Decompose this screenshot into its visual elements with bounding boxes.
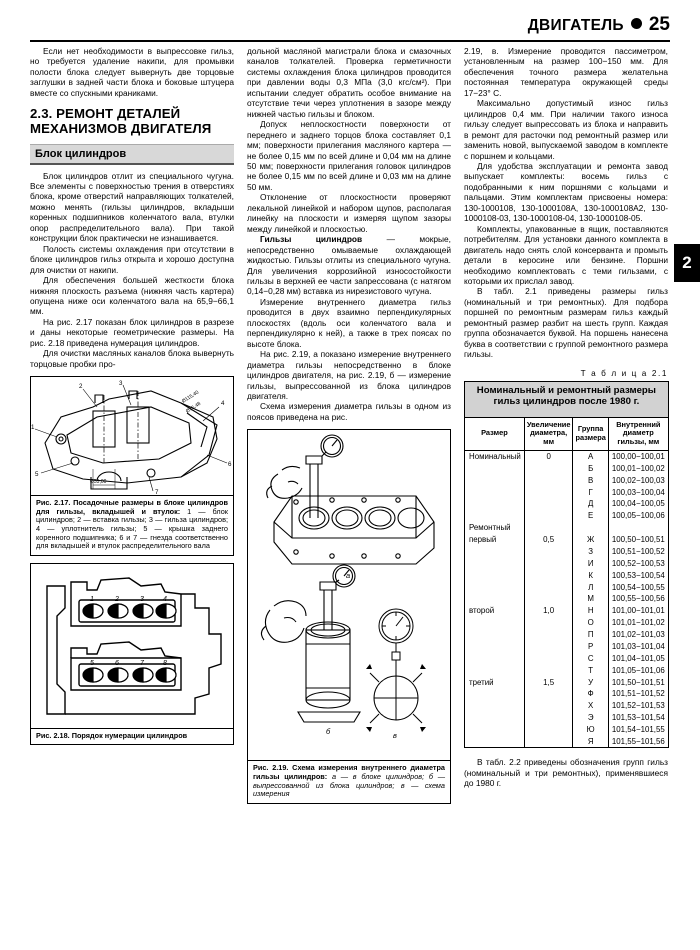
row-size-name: третий (465, 676, 525, 688)
col3-para-3: Для удобства эксплуатации и ремонта завод выпускает комплекты: восемь гильз с подобранными к ним поршнями с кольцами и пальцами. Этим комплектам присвоены номера: 130-1000108, 130-1000108А, 130-1000108А2, 130-1000108-03, 130-1000108-04, 130-1000108-05. (464, 160, 668, 224)
row-diameter-increase: 0,5 (524, 534, 573, 546)
header-inner (30, 14, 670, 39)
col3-para-5: В табл. 2.1 приведены размеры гильз (номинальный и три ремонтных). Для подбора поршней по ремонтным размерам гильз каждый ремонтный размер разбит на шесть групп. Каждая группа обозначается буквой. На поршень нанесена буква в соответствии с группой ремонтного размера гильзы. (464, 286, 668, 360)
col1-para-1: Если нет необходимости в выпрессовке гильз, но требуется удаление накипи, для промывки полости блока следует вывернуть две торцовые заглушки в задней части блока и боковые штуцера вместе со спускными краниками. (30, 46, 234, 98)
table-row (465, 498, 669, 510)
col3-para-1: 2.19, в. Измерение проводится пассиметром, установленным на размер 100−150 мм. Для обеспечения точного размера желательна постоянная температура окружающей среды 17−23° С. (464, 46, 668, 98)
col2-para-2: Допуск неплоскостности поверхности от переднего и заднего торцов блока составляет 0,1 мм; поверхности прилегания масляного картера — не более 0,15 мм по всей длине и 0,04 мм на длине 50 мм; поверхности прилегания головок цилиндров не более 0,15 мм по всей длине и 0,03 мм на длине 50 мм. (247, 119, 451, 192)
figure-2-18 (30, 563, 234, 746)
row-diameter-increase (524, 522, 573, 534)
figure-2-19-artwork (248, 430, 450, 760)
figure-callout-1: 1 (31, 424, 35, 432)
text-columns (30, 46, 670, 941)
col2-runin-heading: Гильзы цилиндров (260, 234, 363, 245)
row-size-name (465, 510, 525, 522)
figure-callout-4: 4 (221, 400, 225, 408)
table-body (465, 381, 669, 450)
row-inner-diameter: 100,02−100,03 (608, 474, 668, 486)
cylinder-label-5: 5 (90, 659, 94, 667)
row-group-letter: Ю (573, 724, 608, 736)
row-size-name (465, 688, 525, 700)
row-size-name: Номинальный (465, 450, 525, 462)
row-size-name (465, 569, 525, 581)
row-inner-diameter: 100,53−100,54 (608, 569, 668, 581)
row-inner-diameter: 101,04−101,05 (608, 652, 668, 664)
cylinder-label-1: 1 (90, 595, 94, 603)
table-row (465, 664, 669, 676)
figure-dimension-3: Ø55,00 (90, 479, 107, 486)
row-diameter-increase (524, 462, 573, 474)
table-row (465, 557, 669, 569)
table-row (465, 700, 669, 712)
row-inner-diameter: 100,51−100,52 (608, 546, 668, 558)
figure-2-19-label-a: а (346, 571, 351, 581)
table-row (465, 522, 669, 534)
table-row (465, 569, 669, 581)
table-row (465, 629, 669, 641)
col2-para-4-rest: — мокрые, непосредственно омываемые охлаждающей жидкостью. Гильзы отлиты из специального чугуна. Для увеличения коррозийной износостойкости гильзы в верхней ее части запрессована (с натягом 0,14−0,28 мм) вставка из нирезистового чугуна. (247, 234, 451, 297)
col3-para-2: Максимально допустимый износ гильз цилиндров 0,4 мм. При наличии такого износа гильзу следует выпрессовать из блока и направить в ремонт для расточки под ремонтный размер или заменить новой, выпускаемой заводом в комплекте с поршнем и кольцами. (464, 98, 668, 161)
figure-callout-3: 3 (119, 380, 123, 388)
table-row (465, 736, 669, 748)
row-size-name (465, 712, 525, 724)
table-title (465, 381, 669, 412)
col2-para-6: На рис. 2.19, а показано измерение внутреннего диаметра гильзы непосредственно в блоке цилиндров двигателя, на рис. 2.19, б — измерение гильзы, выпрессованной из блока цилиндров двигателя. (247, 349, 451, 401)
table-row (465, 546, 669, 558)
row-size-name (465, 652, 525, 664)
row-inner-diameter: 101,05−101,06 (608, 664, 668, 676)
row-inner-diameter: 100,54−100,55 (608, 581, 668, 593)
row-inner-diameter: 100,05−100,06 (608, 510, 668, 522)
figure-2-17-caption-bold: Рис. 2.17. Посадочные размеры в блоке цилиндров для гильзы, вкладышей и втулок: (36, 498, 228, 516)
table-row (465, 617, 669, 629)
figure-callout-2: 2 (79, 383, 83, 391)
cylinder-label-8: 8 (163, 659, 167, 667)
table-row (465, 510, 669, 522)
row-size-name (465, 557, 525, 569)
row-group-letter: Я (573, 736, 608, 748)
cylinder-label-6: 6 (115, 659, 119, 667)
row-group-letter: Т (573, 664, 608, 676)
liner-size-table (464, 381, 669, 749)
row-inner-diameter: 100,52−100,53 (608, 557, 668, 569)
col2-para-4 (247, 234, 451, 297)
row-diameter-increase (524, 629, 573, 641)
row-diameter-increase (524, 652, 573, 664)
row-group-letter: Н (573, 605, 608, 617)
table-header-group: Группа размера (573, 417, 608, 450)
row-group-letter: И (573, 557, 608, 569)
figure-2-19 (247, 429, 451, 803)
row-diameter-increase: 1,5 (524, 676, 573, 688)
col1-para-4: Для обеспечения большей жесткости блока нижняя плоскость разъема (нижняя часть картера) опущена ниже оси коленчатого вала на 65,9−66,1 мм. (30, 275, 234, 317)
cylinder-label-4: 4 (163, 595, 167, 603)
row-inner-diameter: 100,50−100,51 (608, 534, 668, 546)
figure-callout-6: 6 (228, 461, 232, 469)
row-group-letter: Р (573, 641, 608, 653)
row-group-letter: Э (573, 712, 608, 724)
figure-2-19-label-v: в (393, 731, 397, 741)
row-group-letter: У (573, 676, 608, 688)
table-row (465, 676, 669, 688)
row-inner-diameter: 101,50−101,51 (608, 676, 668, 688)
row-diameter-increase (524, 736, 573, 748)
figure-2-18-caption-bold: Рис. 2.18. Порядок нумерации цилиндров (36, 730, 188, 740)
figure-callout-7: 7 (155, 489, 159, 496)
col1-para-2: Блок цилиндров отлит из специального чугуна. Все элементы с поверхностью трения в отверстиях блока, кроме отверстий направляющих толкателей, можно менять (гильзы цилиндров, вкладыши коренных подшипников коленчатого вала, втулки опор распределительного вала). При такой конструкции блок практически не изнашивается. (30, 170, 234, 244)
row-diameter-increase (524, 700, 573, 712)
figure-2-19-caption (248, 760, 450, 802)
row-size-name: первый (465, 534, 525, 546)
col1-para-3: Полость системы охлаждения при отсутствии в блоке цилиндров гильз открыта и хорошо доступна для очистки от накипи. (30, 243, 234, 275)
bullet-dot-icon (631, 18, 642, 29)
row-group-letter (573, 522, 608, 534)
table-header-delta: Увеличение диаметра, мм (524, 417, 573, 450)
table-title-row (465, 381, 669, 412)
table-row (465, 581, 669, 593)
row-inner-diameter: 101,00−101,01 (608, 605, 668, 617)
row-diameter-increase (524, 617, 573, 629)
row-inner-diameter: 101,53−101,54 (608, 712, 668, 724)
row-group-letter: П (573, 629, 608, 641)
col3-after-table: В табл. 2.2 приведены обозначения групп гильз (номинальный и три ремонтных), применявшиеся до 1980 г. (464, 757, 668, 789)
row-group-letter: К (573, 569, 608, 581)
figure-2-17-caption (31, 495, 233, 555)
row-diameter-increase (524, 664, 573, 676)
row-inner-diameter: 101,02−101,03 (608, 629, 668, 641)
table-row (465, 712, 669, 724)
table-row (465, 724, 669, 736)
bore-measurement-drawing (248, 430, 452, 760)
row-group-letter: М (573, 593, 608, 605)
row-group-letter: Е (573, 510, 608, 522)
row-group-letter: Х (573, 700, 608, 712)
row-group-letter: В (573, 474, 608, 486)
figure-2-19-caption-rest: а — в блоке цилиндров; б — выпрессованной из блока цилиндров; в — схема измерения (253, 771, 445, 799)
row-size-name (465, 641, 525, 653)
row-diameter-increase (524, 712, 573, 724)
row-group-letter: Б (573, 462, 608, 474)
cylinder-label-7: 7 (140, 659, 144, 667)
row-inner-diameter: 100,03−100,04 (608, 486, 668, 498)
row-diameter-increase (524, 569, 573, 581)
row-inner-diameter: 100,01−100,02 (608, 462, 668, 474)
row-group-letter: А (573, 450, 608, 462)
table-row (465, 474, 669, 486)
cylinder-label-3: 3 (140, 595, 144, 603)
chapter-tab-marker: 2 (674, 244, 700, 282)
table-title-line-1: Номинальный и ремонтный размеры (476, 384, 656, 396)
table-row (465, 688, 669, 700)
table-label: Т а б л и ц а 2.1 (580, 368, 668, 378)
row-group-letter: О (573, 617, 608, 629)
row-inner-diameter: 101,03−101,04 (608, 641, 668, 653)
row-size-name (465, 593, 525, 605)
row-size-name (465, 617, 525, 629)
column-2 (247, 46, 451, 941)
table-row (465, 641, 669, 653)
cylinder-label-2: 2 (115, 595, 119, 603)
table-row (465, 605, 669, 617)
header-divider (30, 40, 670, 42)
row-diameter-increase (524, 557, 573, 569)
row-size-name (465, 462, 525, 474)
table-row (465, 652, 669, 664)
row-diameter-increase: 0 (524, 450, 573, 462)
row-group-letter: С (573, 652, 608, 664)
row-group-letter: Ф (573, 688, 608, 700)
row-group-letter: Ж (573, 534, 608, 546)
col1-para-6: Для очистки масляных каналов блока вывернуть торцовые пробки про- (30, 348, 234, 369)
col1-para-5: На рис. 2.17 показан блок цилиндров в разрезе и даны некоторые геометрические размеры. На рис. 2.18 приведена нумерация цилиндров. (30, 316, 234, 348)
row-diameter-increase (524, 486, 573, 498)
row-inner-diameter: 101,01−101,02 (608, 617, 668, 629)
row-size-name (465, 664, 525, 676)
figure-2-17-caption-rest: 1 — блок цилиндров; 2 — вставка гильзы; 3 — гильза цилиндров; 4 — уплотнитель гильзы; 5 — крышка заднего коренного подшипника; 6 и 7 — гнезда соответственно для вкладышей и втулок распределительного вала (36, 506, 228, 551)
page-header (30, 14, 670, 44)
row-diameter-increase: 1,0 (524, 605, 573, 617)
row-size-name (465, 581, 525, 593)
row-size-name (465, 486, 525, 498)
col2-para-7: Схема измерения диаметра гильзы в одном из поясов приведена на рис. (247, 401, 451, 422)
table-data-rows (465, 450, 669, 748)
row-diameter-increase (524, 474, 573, 486)
row-size-name (465, 724, 525, 736)
row-inner-diameter: 101,54−101,55 (608, 724, 668, 736)
row-size-name (465, 629, 525, 641)
page-number: 25 (648, 14, 670, 35)
row-group-letter: Г (573, 486, 608, 498)
table-row (465, 534, 669, 546)
row-diameter-increase (524, 593, 573, 605)
row-inner-diameter: 100,55−100,56 (608, 593, 668, 605)
row-inner-diameter: 101,55−101,56 (608, 736, 668, 748)
figure-2-19-caption-bold: Рис. 2.19. Схема измерения внутреннего диаметра гильзы цилиндров: (253, 763, 445, 781)
figure-2-19-label-b: б (326, 727, 331, 737)
row-inner-diameter: 100,00−100,01 (608, 450, 668, 462)
column-3 (464, 46, 668, 941)
table-header-size: Размер (465, 417, 525, 450)
col2-para-3: Отклонение от плоскостности проверяют лекальной линейкой и набором щупов, располагая линейку на плоскости и измеряя щупом зазоры между линейкой и плоскостью. (247, 192, 451, 234)
figure-dimension-1: Ø115,40 (180, 389, 201, 405)
figure-2-17 (30, 376, 234, 556)
row-size-name (465, 498, 525, 510)
row-size-name (465, 736, 525, 748)
row-inner-diameter: 100,04−100,05 (608, 498, 668, 510)
table-row (465, 462, 669, 474)
row-size-name: Ремонтный (465, 522, 525, 534)
row-diameter-increase (524, 581, 573, 593)
row-diameter-increase (524, 546, 573, 558)
row-size-name: второй (465, 605, 525, 617)
row-size-name (465, 546, 525, 558)
table-row (465, 486, 669, 498)
row-group-letter: З (573, 546, 608, 558)
figure-callout-5: 5 (35, 471, 39, 479)
table-header-diameter: Внутренний диаметр гильзы, мм (608, 417, 668, 450)
column-1 (30, 46, 234, 941)
subsection-heading: Блок цилиндров (30, 144, 234, 165)
row-diameter-increase (524, 510, 573, 522)
row-diameter-increase (524, 641, 573, 653)
row-diameter-increase (524, 688, 573, 700)
table-header-row (465, 417, 669, 450)
col2-para-5: Измерение внутреннего диаметра гильз проводится в двух взаимно перпендикулярных плоскостях (вдоль оси коленчатого вала и перпендикулярно к ней), а также в трех поясах по высоте блока. (247, 296, 451, 349)
row-inner-diameter (608, 522, 668, 534)
figure-2-18-caption (31, 728, 233, 745)
figure-2-18-artwork (31, 564, 233, 728)
table-title-line-2: гильз цилиндров после 1980 г. (493, 396, 640, 408)
col3-para-4: Комплекты, упакованные в ящик, поставляются потребителям. Для установки данного комплекта в двигатель надо снять слой консерванта и промыть детали в керосине или бензине. Поршни необходимо комплектовать с теми гильзами, с которыми их прислал завод. (464, 223, 668, 286)
row-inner-diameter: 101,51−101,52 (608, 688, 668, 700)
row-size-name (465, 474, 525, 486)
row-group-letter: Д (573, 498, 608, 510)
cylinder-numbering-drawing (31, 564, 235, 728)
engine-block-section-drawing (31, 377, 235, 495)
table-row (465, 450, 669, 462)
row-size-name (465, 700, 525, 712)
figure-2-17-artwork (31, 377, 233, 495)
row-diameter-increase (524, 724, 573, 736)
header-title: ДВИГАТЕЛЬ (527, 17, 624, 34)
row-diameter-increase (524, 498, 573, 510)
section-heading: 2.3. РЕМОНТ ДЕТАЛЕЙ МЕХАНИЗМОВ ДВИГАТЕЛЯ (30, 106, 212, 136)
row-inner-diameter: 101,52−101,53 (608, 700, 668, 712)
table-row (465, 593, 669, 605)
figure-dimension-2: Ø75,48 (184, 401, 202, 415)
col2-para-1: дольной масляной магистрали блока и смазочных каналов толкателей. Проверка герметичности системы охлаждения блока цилиндров проводится при давлении воды 0,3 МПа (3,0 кгс/см²). При испытании следует обратить особое внимание на отсутствие течи через уплотнения в зазоре между нижней частью гильзы и блоком. (247, 46, 451, 119)
row-group-letter: Л (573, 581, 608, 593)
